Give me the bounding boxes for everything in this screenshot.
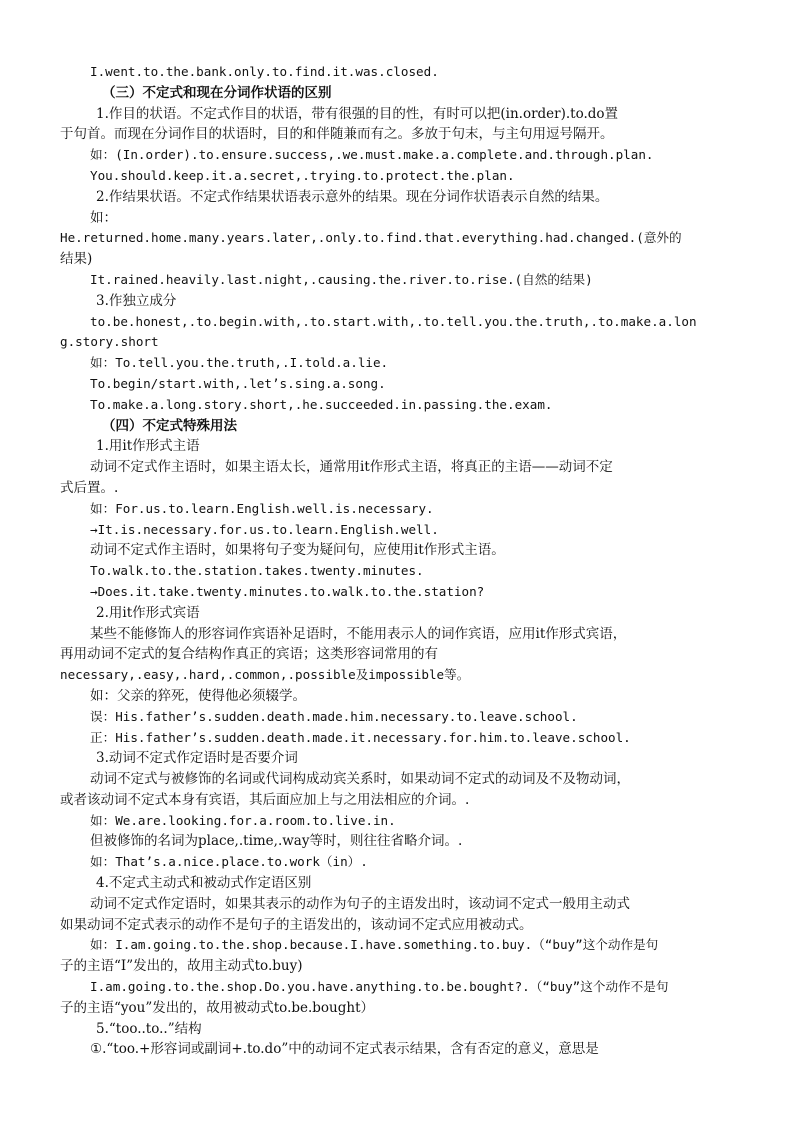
example-line: →It.is.necessary.for.us.to.learn.English.well. (90, 521, 439, 537)
text-line: 式后置。. (60, 479, 119, 496)
text-line: 2.作结果状语。不定式作结果状语表示意外的结果。现在分词作状语表示自然的结果。 (96, 188, 609, 205)
text-line: 动词不定式作定语时，如果其表示的动作为句子的主语发出时，该动词不定式一般用主动式 (90, 895, 630, 912)
example-line: To.begin/start.with,.let’s.sing.a.song. (90, 375, 386, 391)
text-line: 3.动词不定式作定语时是否要介词 (96, 750, 298, 767)
example-line: 如：We.are.looking.for.a.room.to.live.in. (90, 812, 396, 828)
text-line: 于句首。而现在分词作目的状语时，目的和伴随兼而有之。多放于句末，与主句用逗号隔开。 (60, 126, 614, 143)
text-line: 再用动词不定式的复合结构作真正的宾语；这类形容词常用的有 (60, 646, 438, 663)
example-line: You.should.keep.it.a.secret,.trying.to.protect.the.plan. (90, 167, 515, 183)
document-body (60, 62, 736, 1060)
text-line: ①.“too.+形容词或副词+.to.do”中的动词不定式表示结果，含有否定的意义，意思是 (90, 1041, 599, 1058)
text-line: 某些不能修饰人的形容词作宾语补足语时，不能用表示人的词作宾语，应用it作形式宾语， (90, 625, 627, 642)
section-heading: （四）不定式特殊用法 (102, 417, 237, 434)
example-line: necessary,.easy,.hard,.common,.possible及impossible等。 (60, 667, 470, 683)
text-line: 1.用it作形式主语 (96, 438, 200, 455)
text-line: 3.作独立成分 (96, 292, 177, 309)
text-line: 子的主语“I”发出的，故用主动式to.buy) (60, 958, 303, 975)
text-line: I.went.to.the.bank.only.to.find.it.was.closed. (90, 64, 439, 79)
text-line: 4.不定式主动式和被动式作定语区别 (96, 875, 312, 892)
text-line: 结果) (60, 251, 93, 268)
text-line: 动词不定式作主语时，如果主语太长，通常用it作形式主语，将真正的主语——动词不定 (90, 459, 613, 476)
example-line: To.make.a.long.story.short,.he.succeeded.in.passing.the.exam. (90, 396, 553, 412)
example-line: 如：That’s.a.nice.place.to.work（in）. (90, 854, 368, 870)
text-line: 如果动词不定式表示的动作不是句子的主语发出的，该动词不定式应用被动式。 (60, 916, 533, 933)
example-line: 如：To.tell.you.the.truth,.I.told.a.lie. (90, 355, 389, 371)
example-line: g.story.short (60, 334, 159, 350)
example-line: 如：I.am.going.to.the.shop.because.I.have.something.to.buy.（“buy”这个动作是句 (90, 937, 659, 953)
example-line: He.returned.home.many.years.later,.only.to.find.that.everything.had.changed.(意外的 (60, 230, 682, 246)
text-line: 子的主语“you”发出的，故用被动式to.be.bought） (60, 999, 375, 1016)
section-heading: （三）不定式和现在分词作状语的区别 (102, 84, 332, 101)
text-line: 1.作目的状语。不定式作目的状语，带有很强的目的性，有时可以把(in.order).to.do置 (96, 105, 619, 122)
example-line: to.be.honest,.to.begin.with,.to.start.with,.to.tell.you.the.truth,.to.make.a.lon (90, 313, 697, 329)
text-line: 但被修饰的名词为place,.time,.way等时，则往往省略介词。. (90, 833, 463, 850)
example-line: 如：For.us.to.learn.English.well.is.necessary. (90, 500, 434, 516)
example-line: 正：His.father’s.sudden.death.made.it.necessary.for.him.to.leave.school. (90, 729, 631, 745)
example-line: →Does.it.take.twenty.minutes.to.walk.to.the.station? (90, 583, 485, 599)
example-line: 如：(In.order).to.ensure.success,.we.must.make.a.complete.and.through.plan. (90, 147, 654, 163)
text-line: 或者该动词不定式本身有宾语，其后面应加上与之用法相应的介词。. (60, 791, 470, 808)
text-line: 5.“too..to..”结构 (96, 1020, 202, 1037)
example-line: 误：His.father’s.sudden.death.made.him.necessary.to.leave.school. (90, 708, 578, 724)
example-line: To.walk.to.the.station.takes.twenty.minutes. (90, 563, 424, 579)
text-line: 动词不定式作主语时，如果将句子变为疑问句，应使用it作形式主语。 (90, 542, 505, 559)
text-line: 动词不定式与被修饰的名词或代词构成动宾关系时，如果动词不定式的动词及不及物动词， (90, 771, 630, 788)
text-line: 如：父亲的猝死，使得他必须辍学。 (90, 687, 306, 704)
text-line: 如： (90, 209, 117, 226)
example-line: I.am.going.to.the.shop.Do.you.have.anything.to.be.bought?.（“buy”这个动作不是句 (90, 979, 669, 995)
example-line: It.rained.heavily.last.night,.causing.the.river.to.rise.(自然的结果) (90, 271, 593, 287)
text-line: 2.用it作形式宾语 (96, 604, 200, 621)
